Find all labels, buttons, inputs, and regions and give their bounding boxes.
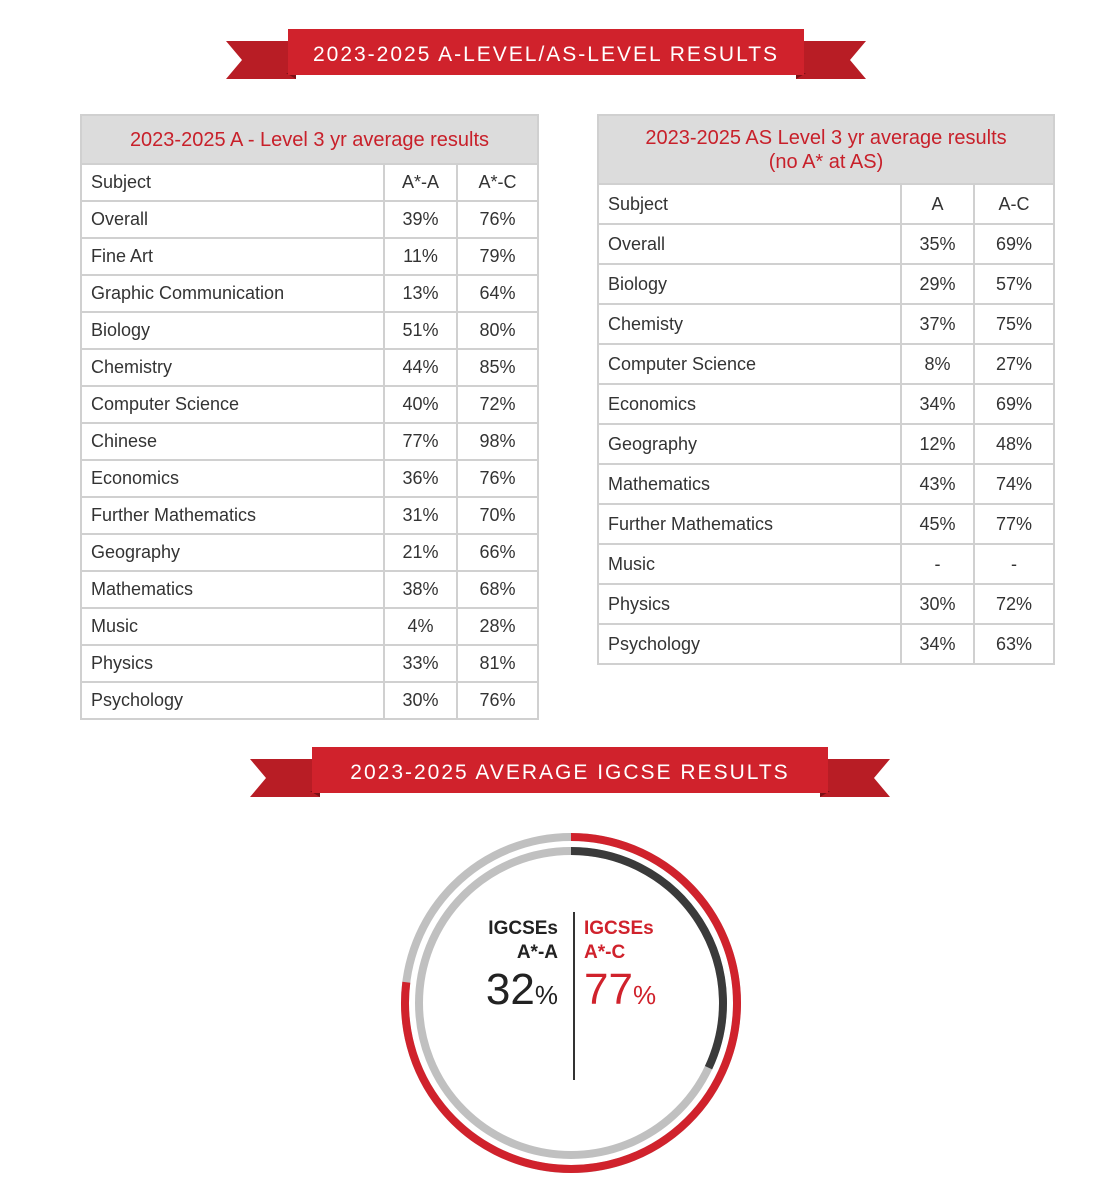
table-row <box>598 424 1054 464</box>
table-row <box>598 504 1054 544</box>
value-cell: 76% <box>457 460 538 497</box>
table-row <box>81 497 538 534</box>
subject-cell: Physics <box>598 584 901 624</box>
value-cell: 11% <box>384 238 457 275</box>
value-cell: 76% <box>457 201 538 238</box>
table-row <box>81 608 538 645</box>
value-cell: 66% <box>457 534 538 571</box>
table-row <box>598 584 1054 624</box>
table-row <box>598 344 1054 384</box>
table-row <box>81 275 538 312</box>
value-cell: 85% <box>457 349 538 386</box>
subject-cell: Biology <box>81 312 384 349</box>
subject-cell: Chinese <box>81 423 384 460</box>
stat-right-title-2: A*-C <box>584 942 626 963</box>
value-cell: 28% <box>457 608 538 645</box>
subject-cell: Chemisty <box>598 304 901 344</box>
value-cell: 57% <box>974 264 1054 304</box>
as-level-title-line2: (no A* at AS) <box>768 150 884 173</box>
column-header: A-C <box>974 184 1054 224</box>
value-cell: 30% <box>384 682 457 719</box>
stat-right-number: 77 <box>584 965 633 1014</box>
subject-cell: Physics <box>81 645 384 682</box>
table-row <box>81 571 538 608</box>
value-cell: 74% <box>974 464 1054 504</box>
column-header: A <box>901 184 974 224</box>
value-cell: 34% <box>901 624 974 664</box>
column-header: A*-A <box>384 164 457 201</box>
stat-left-value <box>486 965 558 1020</box>
subject-cell: Economics <box>81 460 384 497</box>
percent-sign: % <box>632 980 657 1010</box>
table-row <box>81 534 538 571</box>
value-cell: 68% <box>457 571 538 608</box>
value-cell: 75% <box>974 304 1054 344</box>
value-cell: 63% <box>974 624 1054 664</box>
value-cell: - <box>974 544 1054 584</box>
subject-cell: Overall <box>598 224 901 264</box>
value-cell: 98% <box>457 423 538 460</box>
stat-left-title-1: IGCSEs <box>488 918 558 939</box>
table-header-row <box>81 164 538 201</box>
table-row <box>81 312 538 349</box>
table-row <box>598 464 1054 504</box>
top-banner <box>226 29 866 85</box>
subject-cell: Further Mathematics <box>598 504 901 544</box>
table-row <box>598 264 1054 304</box>
value-cell: 69% <box>974 224 1054 264</box>
table-row <box>81 423 538 460</box>
value-cell: 27% <box>974 344 1054 384</box>
a-level-results-table <box>80 114 539 720</box>
value-cell: 48% <box>974 424 1054 464</box>
stat-left-number: 32 <box>485 965 535 1014</box>
value-cell: 70% <box>457 497 538 534</box>
subject-cell: Fine Art <box>81 238 384 275</box>
value-cell: 76% <box>457 682 538 719</box>
value-cell: 37% <box>901 304 974 344</box>
value-cell: 80% <box>457 312 538 349</box>
table-row <box>81 238 538 275</box>
subject-cell: Mathematics <box>598 464 901 504</box>
subject-cell: Mathematics <box>81 571 384 608</box>
table-row <box>598 624 1054 664</box>
subject-cell: Further Mathematics <box>81 497 384 534</box>
a-level-table-title: 2023-2025 A - Level 3 yr average results <box>81 115 538 164</box>
table-row <box>81 645 538 682</box>
value-cell: 77% <box>384 423 457 460</box>
subject-cell: Psychology <box>598 624 901 664</box>
value-cell: 35% <box>901 224 974 264</box>
table-row <box>598 304 1054 344</box>
column-header: A*-C <box>457 164 538 201</box>
table-row <box>81 386 538 423</box>
table-row <box>598 224 1054 264</box>
value-cell: 34% <box>901 384 974 424</box>
value-cell: 43% <box>901 464 974 504</box>
subject-cell: Geography <box>81 534 384 571</box>
subject-cell: Biology <box>598 264 901 304</box>
subject-cell: Geography <box>598 424 901 464</box>
subject-cell: Psychology <box>81 682 384 719</box>
value-cell: 30% <box>901 584 974 624</box>
as-level-results-table <box>597 114 1055 665</box>
igcse-a-star-a-stat <box>486 917 558 1020</box>
value-cell: 36% <box>384 460 457 497</box>
value-cell: 12% <box>901 424 974 464</box>
igcse-donut-chart <box>396 828 746 1178</box>
table-row <box>81 201 538 238</box>
value-cell: 8% <box>901 344 974 384</box>
value-cell: 51% <box>384 312 457 349</box>
table-row <box>598 384 1054 424</box>
subject-cell: Graphic Communication <box>81 275 384 312</box>
table-header-row <box>598 184 1054 224</box>
value-cell: 31% <box>384 497 457 534</box>
stat-right-title-1: IGCSEs <box>584 918 654 939</box>
value-cell: 77% <box>974 504 1054 544</box>
value-cell: 72% <box>457 386 538 423</box>
stat-divider <box>573 912 575 1080</box>
igcse-banner <box>250 747 890 803</box>
table-row <box>81 682 538 719</box>
table-row <box>598 544 1054 584</box>
table-row <box>81 460 538 497</box>
stat-right-value <box>584 965 656 1020</box>
value-cell: 40% <box>384 386 457 423</box>
subject-cell: Music <box>598 544 901 584</box>
subject-cell: Economics <box>598 384 901 424</box>
value-cell: 21% <box>384 534 457 571</box>
value-cell: 4% <box>384 608 457 645</box>
subject-cell: Computer Science <box>81 386 384 423</box>
as-level-title-line1: 2023-2025 AS Level 3 yr average results <box>645 126 1007 149</box>
value-cell: 13% <box>384 275 457 312</box>
value-cell: - <box>901 544 974 584</box>
value-cell: 81% <box>457 645 538 682</box>
value-cell: 69% <box>974 384 1054 424</box>
igcse-a-star-c-stat <box>584 917 656 1020</box>
subject-cell: Chemistry <box>81 349 384 386</box>
value-cell: 38% <box>384 571 457 608</box>
stat-left-title-2: A*-A <box>516 942 558 963</box>
subject-cell: Computer Science <box>598 344 901 384</box>
value-cell: 45% <box>901 504 974 544</box>
subject-cell: Overall <box>81 201 384 238</box>
igcse-banner-title: 2023-2025 AVERAGE IGCSE RESULTS <box>350 761 790 784</box>
percent-sign: % <box>534 980 558 1010</box>
value-cell: 33% <box>384 645 457 682</box>
value-cell: 72% <box>974 584 1054 624</box>
subject-cell: Music <box>81 608 384 645</box>
value-cell: 64% <box>457 275 538 312</box>
value-cell: 44% <box>384 349 457 386</box>
value-cell: 79% <box>457 238 538 275</box>
value-cell: 29% <box>901 264 974 304</box>
value-cell: 39% <box>384 201 457 238</box>
table-row <box>81 349 538 386</box>
column-header: Subject <box>81 164 384 201</box>
top-banner-title: 2023-2025 A-LEVEL/AS-LEVEL RESULTS <box>312 43 780 66</box>
column-header: Subject <box>598 184 901 224</box>
as-level-table-title <box>598 115 1054 184</box>
